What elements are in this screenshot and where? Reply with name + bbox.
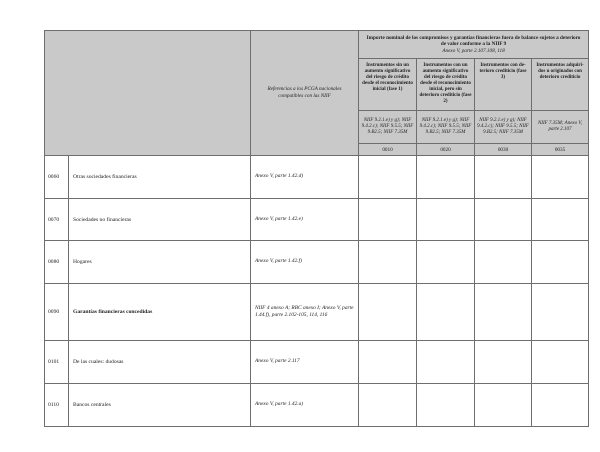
row-label: Bancos centrales (69, 384, 251, 427)
row-code: 0090 (45, 284, 69, 341)
row-code: 0060 (45, 156, 69, 199)
data-cell[interactable] (532, 156, 589, 199)
row-code: 0110 (45, 384, 69, 427)
data-cell[interactable] (475, 341, 532, 384)
row-label: Garantías financieras concedidas (69, 284, 251, 341)
data-cell[interactable] (359, 384, 417, 427)
column-header-stage2: Instrumentos con un aumento significativo del riesgo de crédito desde el reconocimiento inicial, pero sin deterioro crediticio (fase 2) (417, 59, 475, 111)
table-row (45, 156, 589, 199)
data-cell[interactable] (532, 241, 589, 284)
row-label: De las cuales: dudosas (69, 341, 251, 384)
column-code-0030: 0030 (475, 144, 532, 156)
column-header-stage3: Instrumentos con deterioro crediticio (fase 3) (475, 59, 532, 111)
table-row (45, 341, 589, 384)
row-reference: NIIF 4 anexo A; RBC anexo I; Anexo V, parte 1.44.f), parte 2.102-105, 114, 116 (251, 284, 359, 341)
data-cell[interactable] (475, 156, 532, 199)
row-reference: Anexo V, parte 1.42.a) (251, 384, 359, 427)
row-reference: Anexo V, parte 1.42.e) (251, 199, 359, 241)
row-reference: Anexo V, parte 1.42.f) (251, 241, 359, 284)
column-code-0020: 0020 (417, 144, 475, 156)
row-label: Sociedades no financieras (69, 199, 251, 241)
data-cell[interactable] (475, 199, 532, 241)
group-header-subtitle: Anexo V, parte 2.107.108, 118 (442, 47, 505, 54)
table-row (45, 284, 589, 341)
row-reference: Anexo V, parte 1.42.d) (251, 156, 359, 199)
data-cell[interactable] (532, 341, 589, 384)
row-code: 0080 (45, 241, 69, 284)
data-cell[interactable] (532, 284, 589, 341)
row-label: Hogares (69, 241, 251, 284)
column-code-0035: 0035 (532, 144, 589, 156)
column-code-0010: 0010 (359, 144, 417, 156)
row-reference: Anexo V, parte 2.117 (251, 341, 359, 384)
data-cell[interactable] (475, 284, 532, 341)
column-header-purchased: Instrumentos adquiridos u originados con deterioro crediticio (532, 59, 589, 111)
group-header-title: Importe nominal de los compromisos y garantías financieras fuera de balance sujetos a deterioro de valor conforme a la NIIF 9 (366, 35, 581, 48)
table-row (45, 241, 589, 284)
column-header-stage1: Instrumentos sin un aumento significativo del riesgo de crédito desde el reconocimiento inicial (fase 1) (359, 59, 417, 111)
header-blank-cell (45, 31, 251, 156)
data-cell[interactable] (532, 384, 589, 427)
document-page (44, 30, 588, 427)
data-cell[interactable] (417, 384, 475, 427)
row-label: Otras sociedades financieras (69, 156, 251, 199)
column-ref-stage1: NIIF 9.2.1.e) y g); NIIF 9.4.2.c); NIIF 9.5.5; NIIF 9.B2.5; NIIF 7.35M (359, 111, 417, 144)
data-cell[interactable] (417, 199, 475, 241)
group-header (359, 31, 589, 59)
table-row (45, 384, 589, 427)
data-cell[interactable] (359, 284, 417, 341)
data-cell[interactable] (475, 384, 532, 427)
data-cell[interactable] (359, 199, 417, 241)
data-cell[interactable] (359, 241, 417, 284)
row-code: 0070 (45, 199, 69, 241)
data-cell[interactable] (532, 199, 589, 241)
row-code: 0101 (45, 341, 69, 384)
column-ref-purchased: NIIF 7.35M; Anexo V, parte 2.107 (532, 111, 589, 144)
data-cell[interactable] (417, 241, 475, 284)
data-cell[interactable] (475, 241, 532, 284)
data-cell[interactable] (359, 341, 417, 384)
column-ref-stage3: NIIF 9.2.1.e) y g); NIIF 9.4.2.c); NIIF 9.5.5; NIIF 9.B2.5; NIIF 7.35M (475, 111, 532, 144)
data-cell[interactable] (359, 156, 417, 199)
data-cell[interactable] (417, 156, 475, 199)
data-cell[interactable] (417, 341, 475, 384)
table-row (45, 199, 589, 241)
column-ref-stage2: NIIF 9.2.1.e) y g); NIIF 9.4.2.c); NIIF 9.5.5; NIIF 9.B2.5; NIIF 7.35M (417, 111, 475, 144)
data-cell[interactable] (417, 284, 475, 341)
reference-column-header: Referencias a los PCGA nacionales compatibles con las NIIF (251, 31, 359, 156)
commitments-table (44, 30, 589, 427)
